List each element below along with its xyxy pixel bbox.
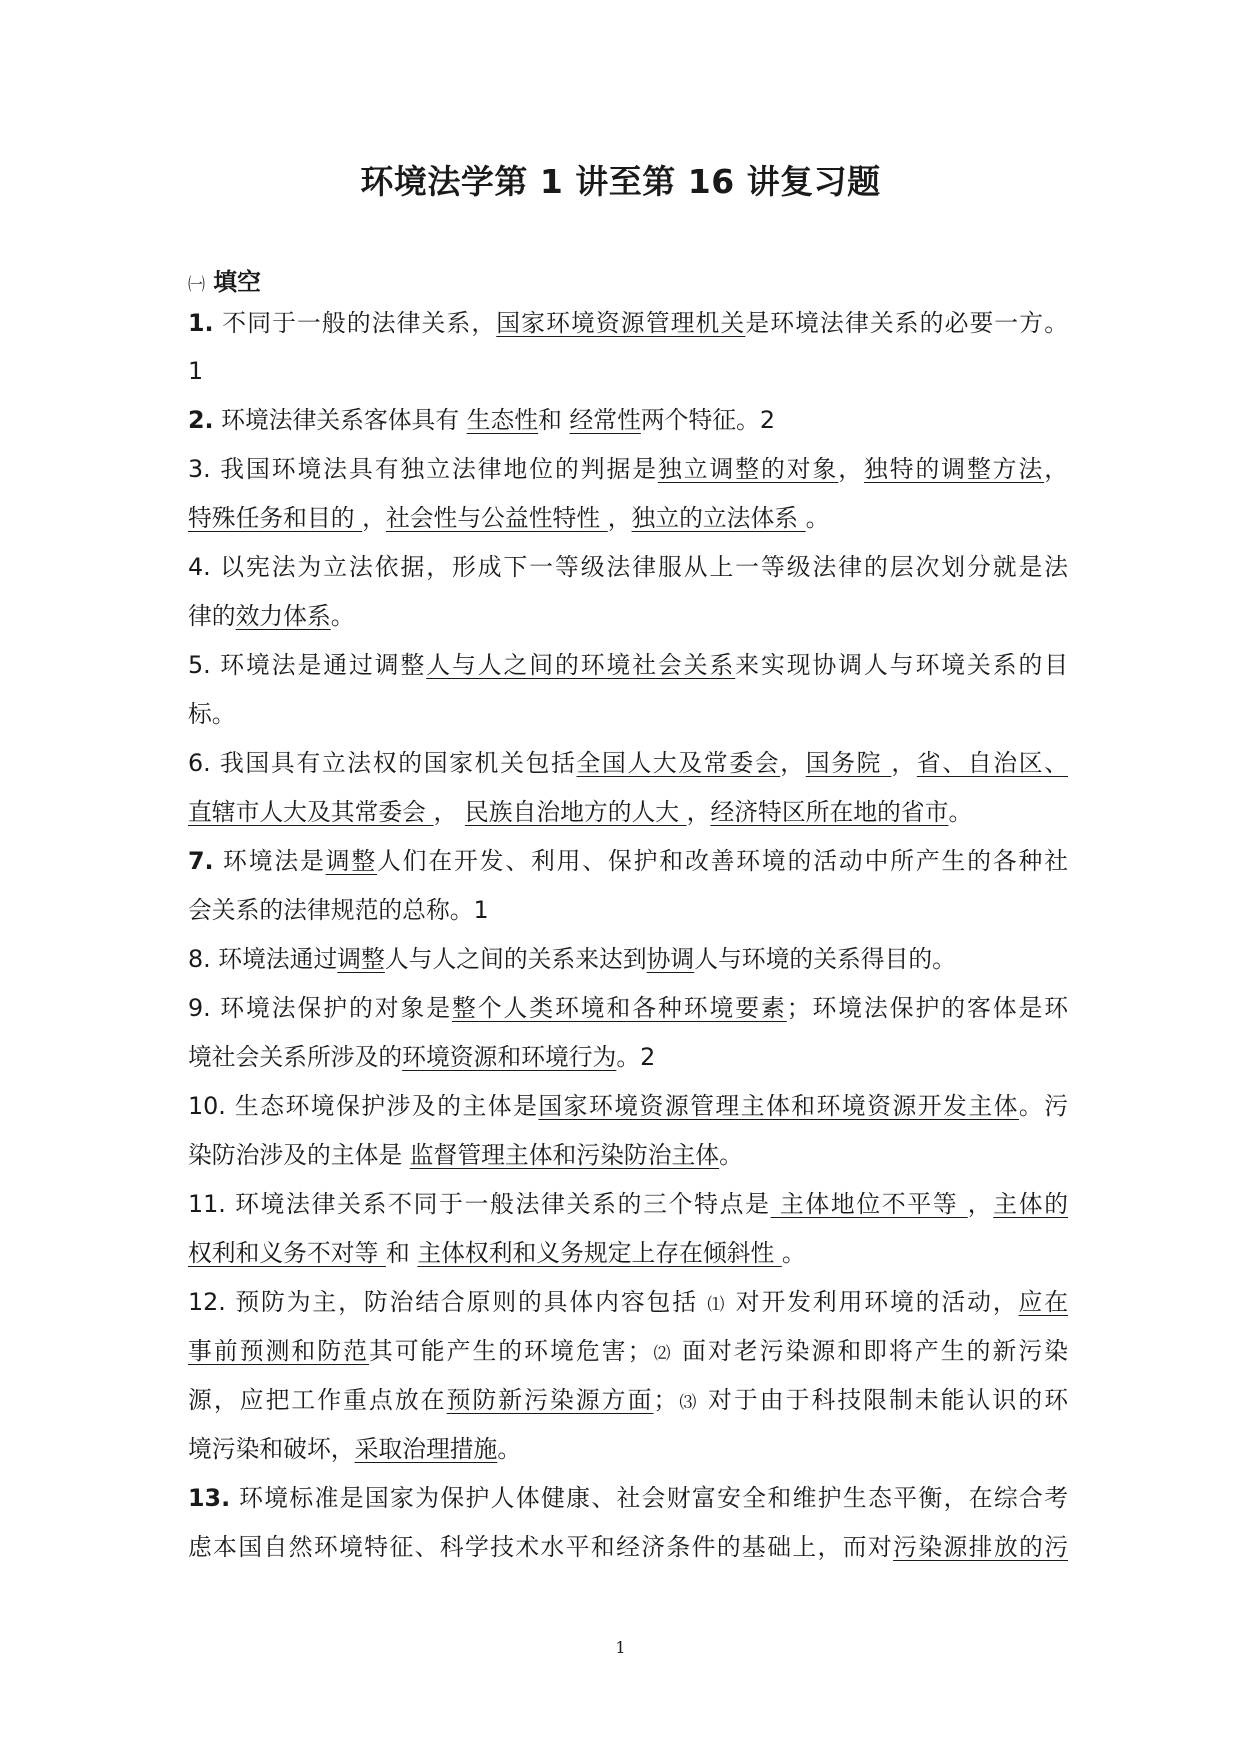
fill-in-answer: 预防新污染源方面: [446, 1386, 654, 1414]
fill-in-answer: 经济特区所在地的省市: [710, 798, 949, 826]
text-run: 。: [719, 1141, 743, 1169]
fill-in-answer: 事前预测和防范: [188, 1337, 370, 1365]
text-line: [188, 1481, 1068, 1515]
text-line: [188, 306, 1068, 340]
text-line: [188, 1236, 806, 1270]
text-run: ，: [362, 504, 386, 532]
text-run: 环境标准是国家为保护人体健康、社会财富安全和维护生态平衡，在综合考: [230, 1484, 1068, 1512]
fill-in-answer: 污染源排放的污: [893, 1533, 1069, 1561]
text-line: [188, 1187, 1068, 1221]
text-run: 。2: [616, 1043, 656, 1071]
text-line: [188, 648, 1068, 682]
question-number: 1.: [188, 309, 214, 337]
text-line: [188, 1334, 1068, 1368]
section-heading: [188, 265, 261, 299]
text-run: 境污染和破坏，: [188, 1435, 355, 1463]
fill-in-answer: 社会性与公益性特性: [385, 504, 608, 532]
text-run: 4. 以宪法为立法依据，形成下一等级法律服从上一等级法律的层次划分就是法: [188, 553, 1068, 581]
text-line: [188, 844, 1068, 878]
text-run: 两个特征。2: [640, 406, 775, 434]
text-line: [188, 452, 1068, 486]
text-run: 环境法律关系客体具有: [213, 406, 467, 434]
text-run: ⑵: [651, 1344, 673, 1364]
text-run: ；: [653, 1386, 678, 1414]
text-run: ，: [607, 504, 632, 532]
fill-in-answer: 生态性: [466, 406, 539, 434]
page-number: 1: [615, 1638, 626, 1657]
fill-in-answer: 效力体系: [235, 602, 331, 630]
fill-in-answer: 全国人大及常委会: [576, 749, 781, 777]
question-number: 13.: [188, 1484, 231, 1512]
fill-in-answer: 权利和义务不对等: [188, 1239, 386, 1267]
page-title: 环境法学第 1 讲至第 16 讲复习题: [360, 162, 881, 201]
text-line: [188, 991, 1068, 1025]
text-run: 。: [781, 1239, 806, 1267]
fill-in-answer: 采取治理措施: [354, 1435, 498, 1463]
text-line: [188, 1089, 1068, 1123]
text-line: [188, 403, 775, 437]
text-line: [188, 1138, 743, 1172]
text-run: 对开发利用环境的活动，: [726, 1288, 1019, 1316]
fill-in-answer: 主体的: [993, 1190, 1069, 1218]
text-run: 来实现协调人与环境关系的目: [735, 651, 1069, 679]
fill-in-answer: 独立调整的对象: [657, 455, 839, 483]
text-line: [188, 550, 1068, 584]
text-line: [188, 501, 829, 535]
text-line: [188, 1432, 521, 1466]
text-run: 人们在开发、利用、保护和改善环境的活动中所产生的各种社: [377, 847, 1068, 875]
fill-in-answer: 独特的调整方法: [863, 455, 1045, 483]
fill-in-answer: 国家环境资源管理机关: [496, 309, 746, 337]
question-number: 填空: [205, 268, 261, 296]
fill-in-answer: 调整: [337, 945, 385, 973]
fill-in-answer: 监督管理主体和污染防治主体: [409, 1141, 720, 1169]
fill-in-answer: 整个人类环境和各种环境要素: [451, 994, 787, 1022]
text-run: 和: [385, 1239, 418, 1267]
fill-in-answer: 民族自治地方的人大: [464, 798, 687, 826]
fill-in-answer: 调整: [325, 847, 378, 875]
text-run: ，: [1044, 455, 1069, 483]
text-run: 12. 预防为主，防治结合原则的具体内容包括: [188, 1288, 708, 1316]
text-run: 不同于一般的法律关系，: [213, 309, 497, 337]
text-run: 其可能产生的环境危害；: [369, 1337, 652, 1365]
text-run: 是环境法律关系的必要一方。: [745, 309, 1068, 337]
text-run: 。: [330, 602, 355, 630]
text-run: 5. 环境法是通过调整: [188, 651, 427, 679]
text-run: ，: [967, 1190, 994, 1218]
fill-in-answer: 直辖市人大及其常委会: [188, 798, 434, 826]
text-run: 虑本国自然环境特征、科学技术水平和经济条件的基础上，而对: [188, 1533, 894, 1561]
text-line: [188, 746, 1068, 780]
text-run: 会关系的法律规范的总称。1: [188, 896, 489, 924]
question-number: 7.: [188, 847, 214, 875]
text-line: [188, 1383, 1068, 1417]
text-run: ，: [891, 749, 917, 777]
text-run: 标。: [188, 700, 236, 728]
text-run: 人与人之间的关系来达到: [384, 945, 647, 973]
text-run: 。: [497, 1435, 522, 1463]
text-line: [188, 942, 956, 976]
fill-in-answer: 环境资源和环境行为: [402, 1043, 617, 1071]
text-run: ，: [686, 798, 711, 826]
fill-in-answer: 经常性: [569, 406, 641, 434]
text-run: 境社会关系所涉及的: [188, 1043, 403, 1071]
text-run: 10. 生态环境保护涉及的主体是: [188, 1092, 539, 1120]
text-line: [188, 697, 236, 731]
text-line: [188, 1530, 1068, 1564]
text-run: 染防治涉及的主体是: [188, 1141, 410, 1169]
fill-in-answer: 国家环境资源管理主体和环境资源开发主体: [538, 1092, 1019, 1120]
fill-in-answer: 协调: [646, 945, 695, 973]
text-run: ，: [780, 749, 806, 777]
text-run: 9. 环境法保护的对象是: [188, 994, 452, 1022]
fill-in-answer: 人与人之间的环境社会关系: [426, 651, 736, 679]
fill-in-answer: 国务院: [805, 749, 892, 777]
text-run: 11. 环境法律关系不同于一般法律关系的三个特点是: [188, 1190, 771, 1218]
text-run: 1: [188, 357, 204, 385]
text-line: [188, 354, 203, 388]
text-line: [188, 1285, 1068, 1319]
question-number: 2.: [188, 406, 214, 434]
text-run: 3. 我国环境法具有独立法律地位的判据是: [188, 455, 658, 483]
text-line: [188, 599, 355, 633]
text-run: 8. 环境法通过: [188, 945, 338, 973]
text-run: 环境法是: [213, 847, 326, 875]
text-run: 律的: [188, 602, 236, 630]
fill-in-answer: 特殊任务和目的: [188, 504, 363, 532]
text-run: 。: [948, 798, 973, 826]
text-run: 对于由于科技限制未能认识的环: [698, 1386, 1068, 1414]
fill-in-answer: 省、自治区、: [916, 749, 1068, 777]
text-run: ㈠: [188, 275, 205, 295]
fill-in-answer: 主体地位不平等: [770, 1190, 968, 1218]
text-run: ⑴: [707, 1295, 727, 1315]
text-run: 人与环境的关系得目的。: [694, 945, 956, 973]
text-line: [188, 893, 489, 927]
text-run: 6. 我国具有立法权的国家机关包括: [188, 749, 577, 777]
text-run: ；环境法保护的客体是环: [786, 994, 1069, 1022]
text-run: 面对老污染源和即将产生的新污染: [672, 1337, 1068, 1365]
text-run: 。: [805, 504, 830, 532]
fill-in-answer: 主体权利和义务规定上存在倾斜性: [417, 1239, 782, 1267]
text-run: 源，应把工作重点放在: [188, 1386, 447, 1414]
text-run: 和: [538, 406, 570, 434]
fill-in-answer: 应在: [1018, 1288, 1068, 1316]
text-line: [188, 1040, 655, 1074]
fill-in-answer: 独立的立法体系: [631, 504, 806, 532]
text-run: ⑶: [677, 1393, 699, 1413]
text-run: 。污: [1018, 1092, 1068, 1120]
text-run: ，: [433, 798, 465, 826]
text-run: ，: [838, 455, 864, 483]
text-line: [188, 795, 972, 829]
